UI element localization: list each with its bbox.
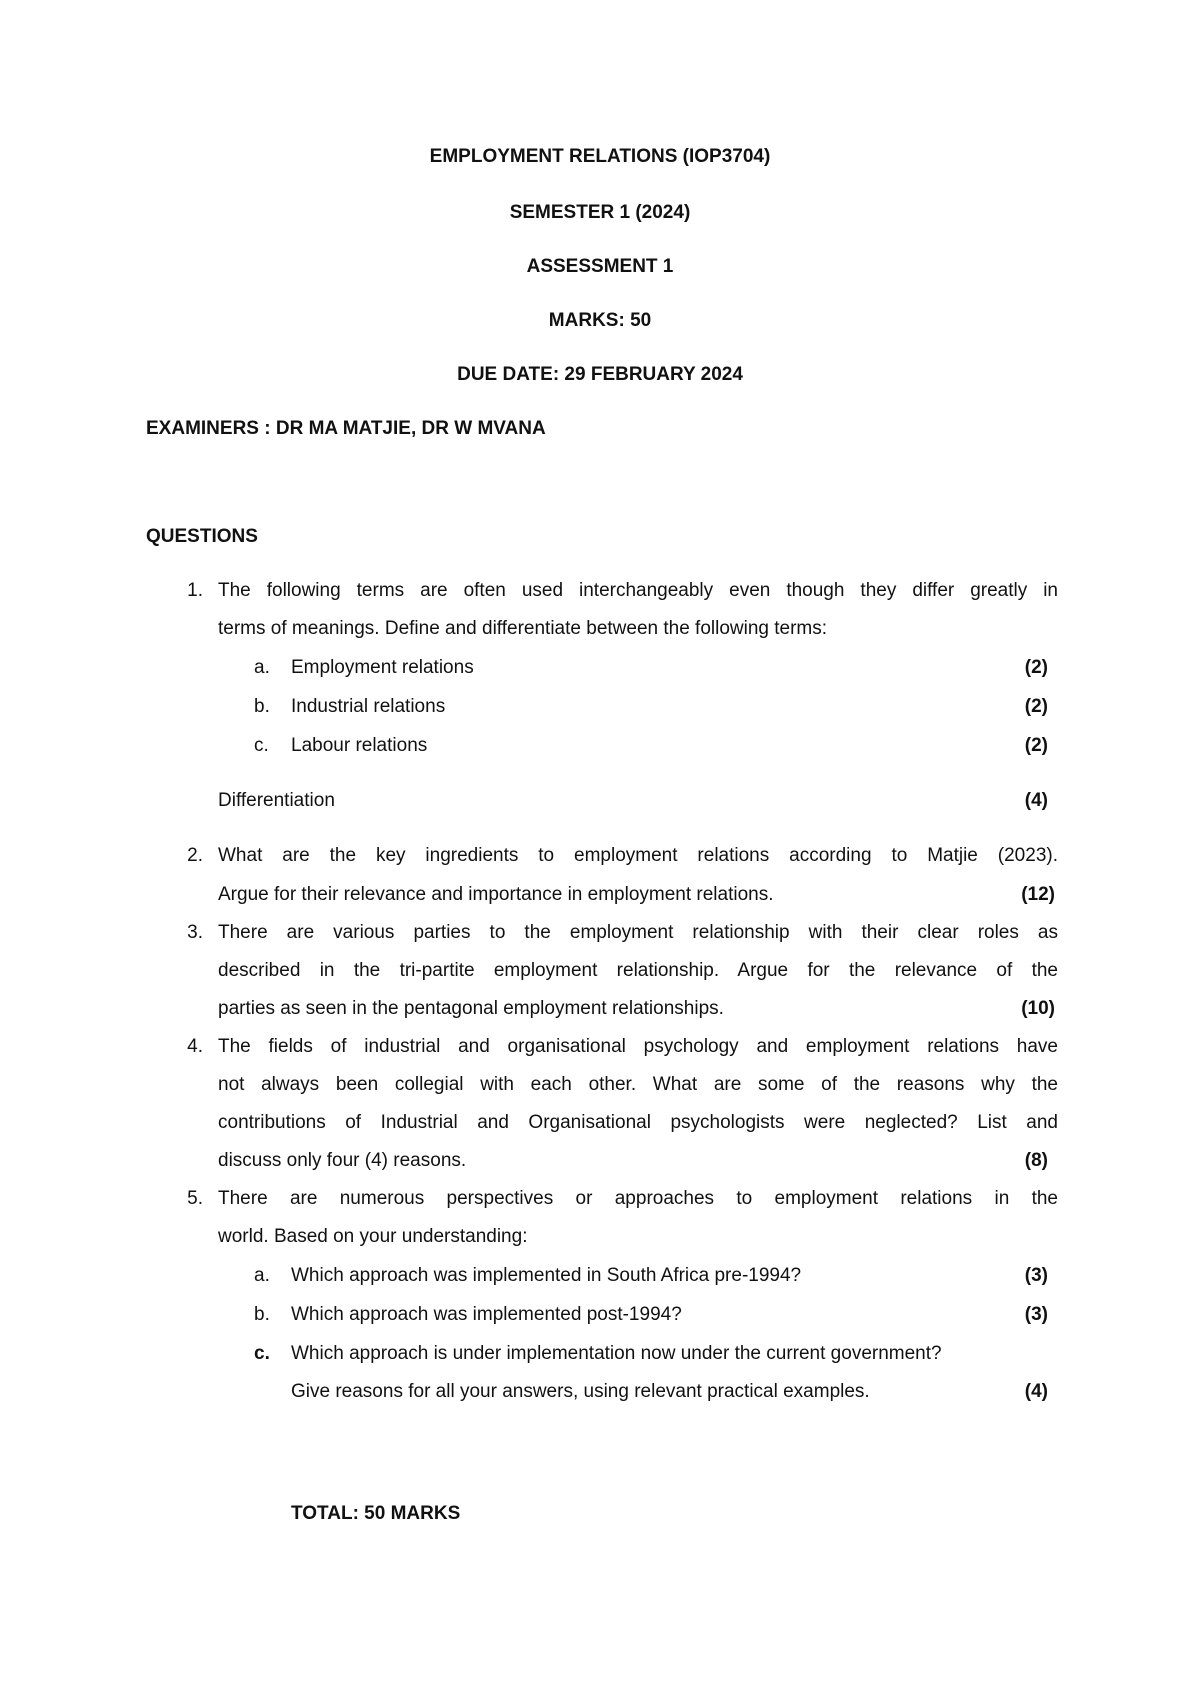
question-text-line: world. Based on your understanding: [218,1226,528,1247]
question-text-line: There are numerous perspectives or approaches to employment relations in the [218,1188,1058,1209]
assessment-label: ASSESSMENT 1 [526,256,674,277]
question-text-line: There are various parties to the employment relationship with their clear roles as [218,922,1058,943]
question-number: 5. [187,1188,203,1209]
question-number: 2. [187,845,203,866]
question-text-line: contributions of Industrial and Organisational psychologists were neglected? List and [218,1112,1058,1133]
mark-value: (12) [1021,884,1055,905]
course-title: EMPLOYMENT RELATIONS (IOP3704) [429,146,771,167]
sub-item-text: Employment relations [291,657,474,678]
marks-label: MARKS: 50 [548,310,652,331]
total-marks: TOTAL: 50 MARKS [291,1503,461,1524]
question-number: 4. [187,1036,203,1057]
mark-value: (2) [1024,696,1048,717]
sub-item-letter: a. [254,657,270,678]
sub-item-text: Labour relations [291,735,428,756]
question-text-line: What are the key ingredients to employment relations according to Matjie (2023). [218,845,1058,866]
question-text-line: discuss only four (4) reasons. [218,1150,467,1171]
sub-item-letter: c. [254,735,269,756]
sub-item-letter: a. [254,1265,270,1286]
sub-item-text: Which approach is under implementation now under the current government? [291,1343,942,1364]
mark-value: (4) [1024,790,1048,811]
sub-item-text: Which approach was implemented post-1994? [291,1304,682,1325]
question-text-line: parties as seen in the pentagonal employment relationships. [218,998,724,1019]
due-date: DUE DATE: 29 FEBRUARY 2024 [457,364,743,385]
question-number: 1. [187,580,203,601]
mark-value: (10) [1021,998,1055,1019]
sub-item-letter: b. [254,696,270,717]
sub-item-text: Industrial relations [291,696,446,717]
question-text-line: The following terms are often used interchangeably even though they differ greatly in [218,580,1058,601]
mark-value: (2) [1024,657,1048,678]
question-text-line: The fields of industrial and organisational psychology and employment relations have [218,1036,1058,1057]
semester-label: SEMESTER 1 (2024) [509,202,691,223]
examiners: EXAMINERS : DR MA MATJIE, DR W MVANA [146,418,546,439]
sub-item-text-continued: Give reasons for all your answers, using relevant practical examples. [291,1381,870,1402]
question-text-line: terms of meanings. Define and differentiate between the following terms: [218,618,828,639]
question-number: 3. [187,922,203,943]
sub-item-letter: b. [254,1304,270,1325]
mark-value: (2) [1024,735,1048,756]
mark-value: (4) [1024,1381,1048,1402]
question-text-line: described in the tri-partite employment relationship. Argue for the relevance of the [218,960,1058,981]
mark-value: (3) [1024,1304,1048,1325]
mark-value: (8) [1024,1150,1048,1171]
sub-item-letter: c. [254,1343,270,1364]
questions-heading: QUESTIONS [146,526,258,547]
sub-item-text: Which approach was implemented in South Africa pre-1994? [291,1265,802,1286]
differentiation-label: Differentiation [218,790,335,811]
mark-value: (3) [1024,1265,1048,1286]
question-text-line: not always been collegial with each other. What are some of the reasons why the [218,1074,1058,1095]
question-text-line: Argue for their relevance and importance in employment relations. [218,884,774,905]
